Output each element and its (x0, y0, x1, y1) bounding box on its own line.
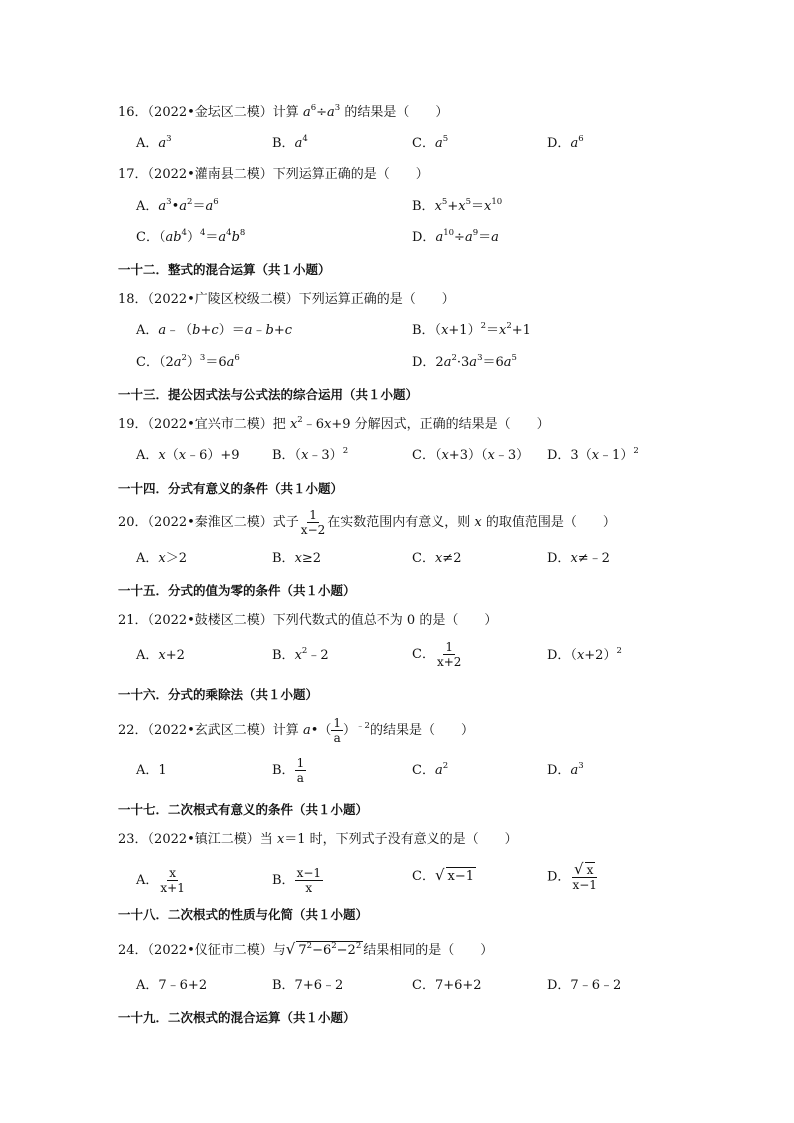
question-20-option-a: A．x＞2 (136, 551, 188, 566)
question-22-option-c: C．$a^2$ (412, 761, 449, 778)
question-24-option-b: B．7+6﹣2 (272, 978, 344, 993)
question-19-option-c: C．（x+3）（x﹣3） (412, 448, 530, 463)
question-16-option-c: C．$a^5$ (412, 134, 449, 151)
question-21-option-d: D．$(x+2)^2$ (547, 646, 622, 663)
question-21-option-a: A．x+2 (136, 648, 185, 663)
question-16-option-a: A．$a^3$ (136, 134, 172, 151)
question-17-option-c: C．$(ab^4)^4=a^4b^8$ (136, 228, 246, 245)
question-24-option-a: A．7﹣6+2 (136, 978, 208, 993)
question-16-option-d: D．$a^6$ (547, 134, 584, 151)
question-17-option-d: D．$a^{10}\div a^9=a$ (412, 228, 499, 245)
question-20-option-c: C．x≠2 (412, 551, 462, 566)
question-24-option-c: C．7+6+2 (412, 978, 482, 993)
question-20-option-b: B．x≥2 (272, 551, 322, 566)
question-21-stem: 21．（2022•鼓楼区二模）下列代数式的值总不为 0 的是（ ） (118, 613, 498, 628)
question-20-option-d: D．x≠﹣2 (547, 551, 610, 566)
radicand: $7^2-6^2-2^2$ (298, 941, 362, 958)
section-15-heading: 一十五．分式的值为零的条件（共１小题） (118, 583, 356, 598)
section-12-heading: 一十二．整式的混合运算（共１小题） (118, 262, 331, 277)
question-19-stem: 19．（2022•宜兴市二模）把 $x^2﹣6x+9$ 分解因式，正确的结果是（ ） (118, 415, 550, 432)
question-19-option-b: B．（x﹣3）$^2$ (272, 446, 349, 463)
question-17-option-b: B．$x^5+x^5=x^{10}$ (412, 197, 503, 214)
question-24-option-d: D．7﹣6﹣2 (547, 978, 622, 993)
section-16-heading: 一十六．分式的乘除法（共１小题） (118, 687, 319, 702)
section-13-heading: 一十三．提公因式法与公式法的综合运用（共１小题） (118, 387, 419, 402)
question-23-option-a: A． $\frac{x}{x+1}$ (136, 866, 185, 895)
question-18-option-b: B．$(x+1)^2=x^2+1$ (412, 321, 531, 338)
question-18-option-a: A．a﹣（b+c）＝a﹣b+c (136, 323, 292, 338)
section-14-heading: 一十四．分式有意义的条件（共１小题） (118, 481, 344, 496)
question-22-stem: 22．（2022•玄武区二模）计算 a•（ $\frac{1}{a}$ ）$^{﹣2}$的结果是（ ） (118, 716, 474, 745)
fraction: $\frac{1}{x-2}$ (300, 508, 326, 537)
section-19-heading: 一十九．二次根式的混合运算（共１小题） (118, 1010, 356, 1025)
question-23-option-b: B． $\frac{x-1}{x}$ (272, 866, 322, 895)
section-17-heading: 一十七．二次根式有意义的条件（共１小题） (118, 802, 369, 817)
question-16-stem: 16．（2022•金坛区二模）计算 $a^6\div a^3$ 的结果是（ ） (118, 103, 449, 120)
question-24-stem: 24．（2022•仪征市二模）与√ $7^2-6^2-2^2$ 结果相同的是（ ） (118, 940, 494, 958)
question-21-option-b: B．$x^2﹣2$ (272, 646, 329, 663)
question-17-option-a: A．$a^3•a^2=a^6$ (136, 197, 219, 214)
fraction: $\frac{1}{a}$ (333, 716, 342, 745)
question-19-option-a: A．x（x﹣6）+9 (136, 448, 240, 463)
question-21-option-c: C． $\frac{1}{x+2}$ (412, 640, 462, 669)
section-18-heading: 一十八．二次根式的性质与化简（共１小题） (118, 907, 369, 922)
question-23-option-d: D． $\frac{√ x}{x-1}$ (547, 860, 597, 892)
sqrt-symbol: √ (285, 940, 296, 958)
question-22-option-b: B． $\frac{1}{a}$ (272, 756, 305, 785)
question-22-option-a: A．1 (136, 763, 167, 778)
question-23-option-c: C．√ x−1 (412, 866, 475, 884)
question-16-option-b: B．$a^4$ (272, 134, 308, 151)
question-20-stem: 20．（2022•秦淮区二模）式子 $\frac{1}{x-2}$ 在实数范围内有意义，则 x 的取值范围是（ ） (118, 508, 616, 537)
question-19-option-d: D．3（x﹣1）$^2$ (547, 446, 639, 463)
question-18-stem: 18．（2022•广陵区校级二模）下列运算正确的是（ ） (118, 292, 455, 307)
question-18-option-d: D．$2a^2\cdot 3a^3=6a^5$ (412, 353, 517, 370)
question-22-option-d: D．$a^3$ (547, 761, 584, 778)
question-18-option-c: C．$(2a^2)^3=6a^6$ (136, 353, 240, 370)
question-23-stem: 23．（2022•镇江二模）当 x＝1 时，下列式子没有意义的是（ ） (118, 832, 518, 847)
question-17-stem: 17．（2022•灌南县二模）下列运算正确的是（ ） (118, 167, 429, 182)
